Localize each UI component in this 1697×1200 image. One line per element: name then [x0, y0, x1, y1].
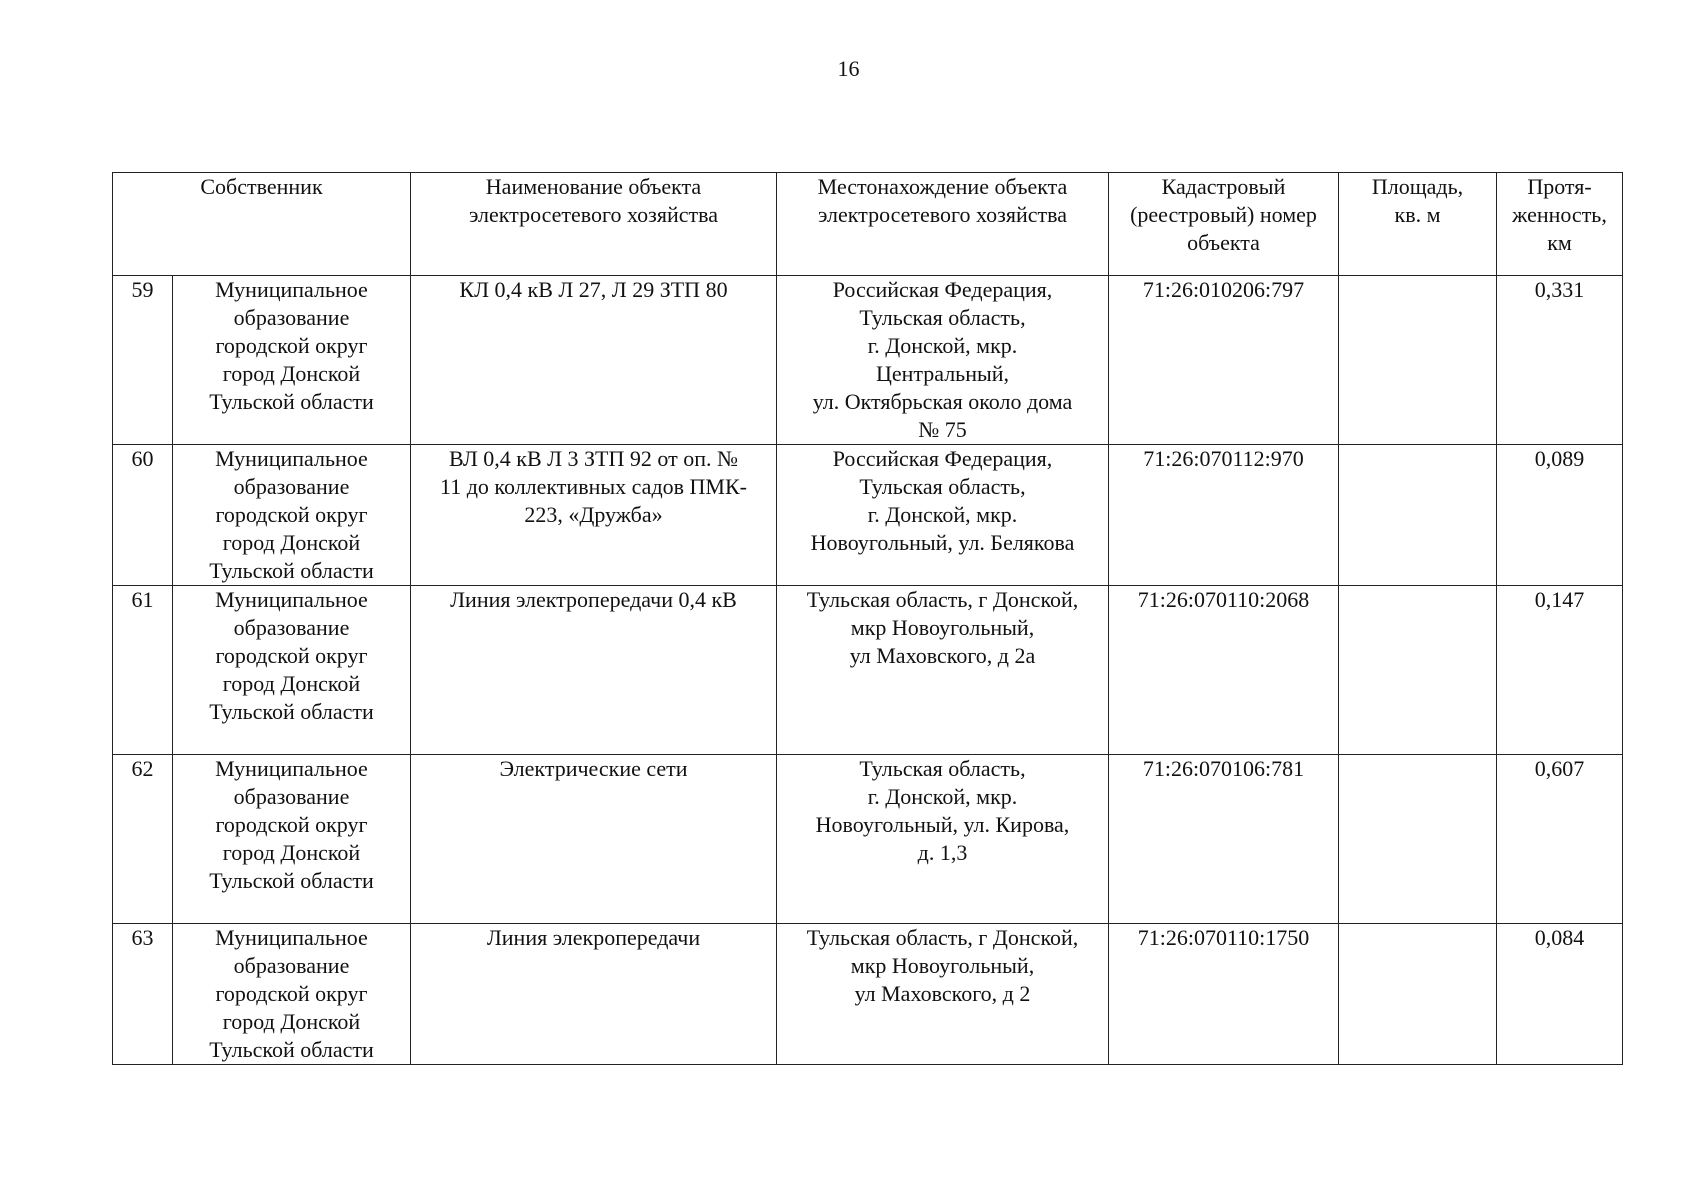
area-cell	[1339, 924, 1497, 1065]
location-cell: Тульская область, г Донской, мкр Новоугольный, ул Маховского, д 2	[777, 924, 1109, 1065]
length-cell: 0,089	[1497, 445, 1623, 586]
page-number: 16	[837, 56, 860, 81]
owner-cell: Муниципальное образование городской округ город Донской Тульской области	[173, 276, 411, 445]
owner-cell: Муниципальное образование городской округ город Донской Тульской области	[173, 924, 411, 1065]
row-number: 61	[113, 586, 173, 755]
cadastral-number-cell: 71:26:070112:970	[1109, 445, 1339, 586]
table-row	[113, 445, 1623, 586]
length-cell: 0,084	[1497, 924, 1623, 1065]
location-cell: Тульская область, г. Донской, мкр. Новоугольный, ул. Кирова, д. 1,3	[777, 755, 1109, 924]
location-cell: Тульская область, г Донской, мкр Новоугольный, ул Маховского, д 2а	[777, 586, 1109, 755]
area-cell	[1339, 445, 1497, 586]
table-row	[113, 586, 1623, 755]
object-name-cell: Линия электропередачи 0,4 кВ	[411, 586, 777, 755]
cadastral-number-cell: 71:26:010206:797	[1109, 276, 1339, 445]
area-cell	[1339, 755, 1497, 924]
location-cell: Российская Федерация, Тульская область, г. Донской, мкр. Центральный, ул. Октябрьская около дома № 75	[777, 276, 1109, 445]
table-row	[113, 276, 1623, 445]
object-name-cell: КЛ 0,4 кВ Л 27, Л 29 ЗТП 80	[411, 276, 777, 445]
object-name-cell: Линия элекропередачи	[411, 924, 777, 1065]
length-cell: 0,147	[1497, 586, 1623, 755]
object-name-cell: ВЛ 0,4 кВ Л 3 ЗТП 92 от оп. № 11 до коллективных садов ПМК- 223, «Дружба»	[411, 445, 777, 586]
header-cadastral-number: Кадастровый (реестровый) номер объекта	[1109, 173, 1339, 276]
area-cell	[1339, 276, 1497, 445]
header-area: Площадь, кв. м	[1339, 173, 1497, 276]
header-length: Протя- женность, км	[1497, 173, 1623, 276]
cadastral-number-cell: 71:26:070110:2068	[1109, 586, 1339, 755]
table-row	[113, 924, 1623, 1065]
table-row	[113, 755, 1623, 924]
cadastral-number-cell: 71:26:070106:781	[1109, 755, 1339, 924]
owner-cell: Муниципальное образование городской округ город Донской Тульской области	[173, 445, 411, 586]
area-cell	[1339, 586, 1497, 755]
cadastral-number-cell: 71:26:070110:1750	[1109, 924, 1339, 1065]
objects-table	[112, 172, 1623, 1065]
row-number: 60	[113, 445, 173, 586]
owner-cell: Муниципальное образование городской округ город Донской Тульской области	[173, 586, 411, 755]
owner-cell: Муниципальное образование городской округ город Донской Тульской области	[173, 755, 411, 924]
header-row	[113, 173, 1623, 276]
length-cell: 0,331	[1497, 276, 1623, 445]
header-object-name: Наименование объекта электросетевого хозяйства	[411, 173, 777, 276]
header-owner: Собственник	[113, 173, 411, 276]
object-name-cell: Электрические сети	[411, 755, 777, 924]
header-location: Местонахождение объекта электросетевого хозяйства	[777, 173, 1109, 276]
row-number: 63	[113, 924, 173, 1065]
row-number: 62	[113, 755, 173, 924]
location-cell: Российская Федерация, Тульская область, г. Донской, мкр. Новоугольный, ул. Белякова	[777, 445, 1109, 586]
row-number: 59	[113, 276, 173, 445]
length-cell: 0,607	[1497, 755, 1623, 924]
